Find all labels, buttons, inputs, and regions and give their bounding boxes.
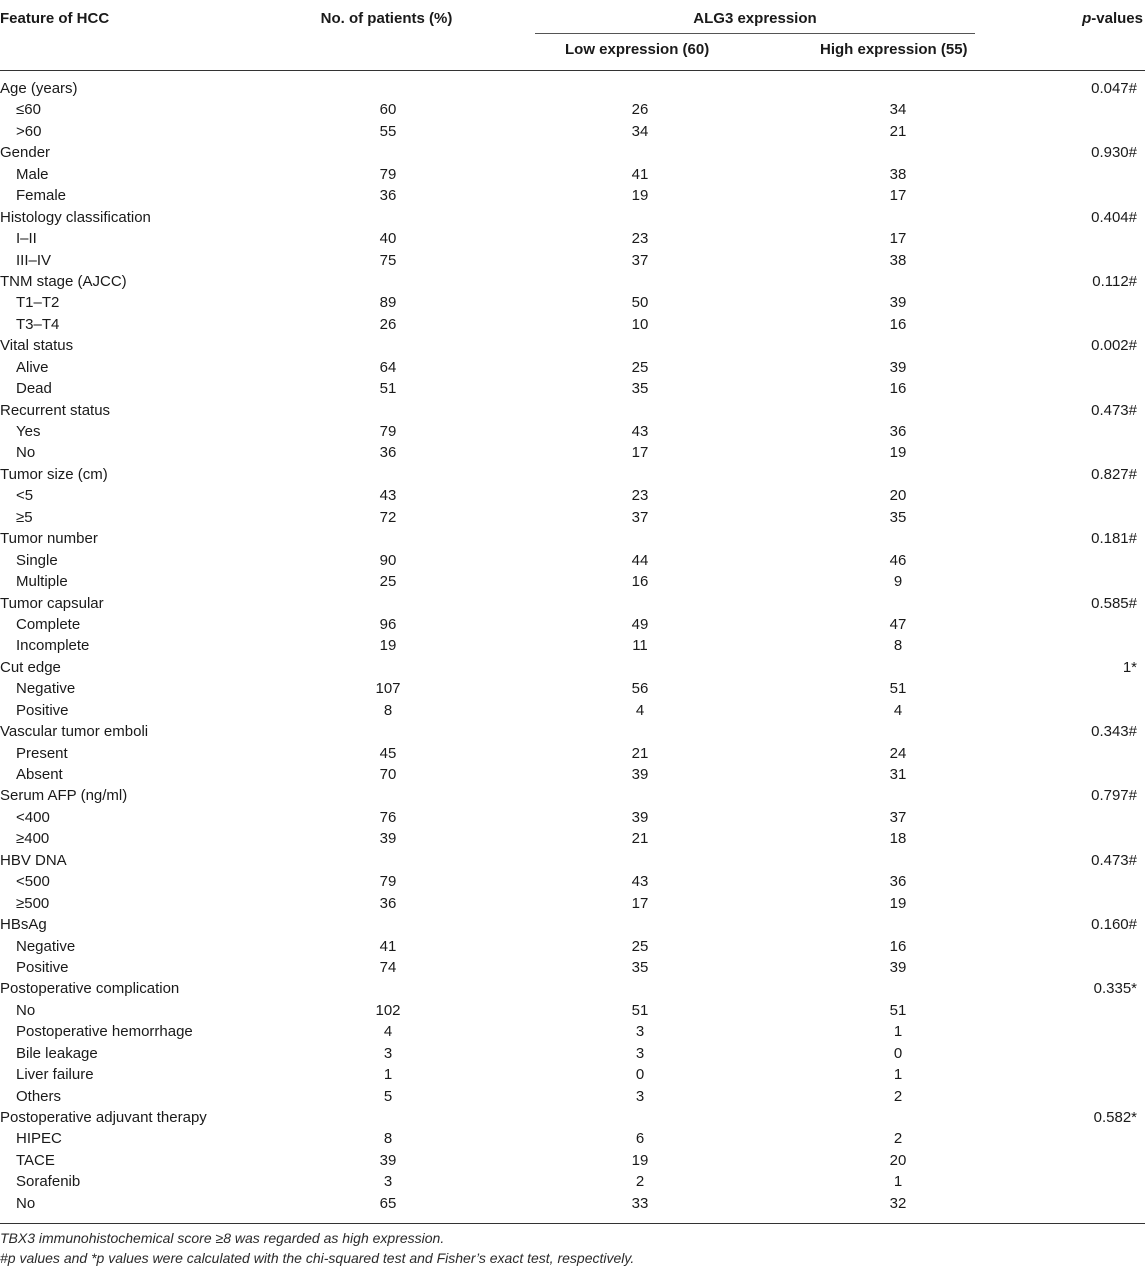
cell-high-expression: 8 [893, 637, 903, 655]
cell-feature: Postoperative complication [0, 980, 180, 998]
table-row [0, 1000, 1145, 1021]
p-italic-label: p [1082, 10, 1092, 27]
table-row [0, 743, 1145, 764]
cell-high-expression: 36 [889, 423, 907, 440]
cell-patients: 65 [379, 1194, 397, 1212]
cell-low-expression: 2 [635, 1173, 645, 1191]
cell-feature: Vascular tumor emboli [0, 723, 149, 741]
cell-high-expression: 21 [889, 122, 907, 140]
cell-low-expression: 35 [631, 380, 649, 398]
cell-low-expression: 49 [631, 615, 649, 633]
table-row-category [0, 528, 1145, 549]
cell-high-expression: 51 [889, 1001, 907, 1019]
cell-feature: Postoperative adjuvant therapy [0, 1109, 207, 1126]
cell-low-expression: 50 [631, 294, 649, 312]
table-row [0, 99, 1145, 120]
table-row-category [0, 978, 1145, 999]
cell-feature: Cut edge [0, 658, 61, 676]
table-row-category [0, 464, 1145, 485]
cell-low-expression: 17 [631, 894, 649, 912]
header-group-rule [535, 33, 975, 34]
cell-feature: ≤60 [16, 101, 41, 119]
cell-feature: Tumor number [0, 530, 98, 548]
table-row-category [0, 785, 1145, 806]
p-suffix-label: -values [1091, 10, 1143, 27]
table-row-category [0, 850, 1145, 871]
column-header-p-values [1082, 10, 1143, 28]
cell-p-value: 0.473# [1091, 401, 1137, 419]
cell-feature: HIPEC [16, 1130, 62, 1148]
cell-patients: 43 [379, 487, 397, 505]
cell-p-value: 0.343# [1091, 723, 1137, 741]
cell-high-expression: 20 [889, 1151, 907, 1169]
cell-feature: Tumor size (cm) [0, 465, 108, 483]
cell-low-expression: 37 [631, 251, 649, 269]
table-row [0, 442, 1145, 463]
cell-patients: 39 [379, 830, 397, 848]
table-row [0, 1128, 1145, 1149]
cell-low-expression: 3 [635, 1023, 645, 1041]
cell-patients: 76 [379, 808, 397, 826]
cell-high-expression: 46 [889, 551, 907, 569]
cell-patients: 55 [379, 122, 397, 140]
table-row [0, 1086, 1145, 1107]
cell-high-expression: 32 [889, 1194, 907, 1212]
cell-low-expression: 35 [631, 958, 649, 976]
column-header-patients: No. of patients (%) [320, 10, 453, 27]
table-row [0, 700, 1145, 721]
cell-feature: No [16, 1001, 36, 1019]
table-row [0, 1193, 1145, 1214]
table-row [0, 314, 1145, 335]
cell-feature: Male [16, 165, 49, 183]
cell-high-expression: 34 [889, 101, 907, 119]
cell-low-expression: 33 [631, 1194, 649, 1212]
table-row [0, 250, 1145, 271]
cell-high-expression: 39 [889, 358, 907, 376]
table-row-category [0, 400, 1145, 421]
cell-low-expression: 56 [631, 680, 649, 698]
cell-feature: Yes [16, 423, 41, 440]
cell-patients: 79 [379, 165, 397, 183]
cell-low-expression: 26 [631, 101, 649, 119]
cell-patients: 8 [383, 701, 393, 719]
cell-feature: Present [16, 744, 68, 762]
column-header-feature: Feature of HCC [0, 10, 110, 27]
table-row [0, 1043, 1145, 1064]
footnote-2: #p values and *p values were calculated with the chi-squared test and Fisher’s exact test, respectively. [0, 1250, 635, 1266]
cell-low-expression: 23 [631, 487, 649, 505]
cell-feature: Gender [0, 144, 51, 162]
table-row [0, 807, 1145, 828]
cell-low-expression: 43 [631, 423, 649, 440]
table-row [0, 378, 1145, 399]
cell-feature: <400 [16, 808, 50, 826]
cell-high-expression: 16 [889, 380, 907, 398]
cell-feature: No [16, 1194, 36, 1212]
cell-feature: HBV DNA [0, 851, 67, 869]
cell-high-expression: 31 [889, 766, 907, 783]
cell-patients: 64 [379, 358, 397, 376]
cell-low-expression: 43 [631, 873, 649, 891]
cell-high-expression: 2 [893, 1087, 903, 1105]
cell-feature: Multiple [16, 573, 68, 591]
cell-low-expression: 16 [631, 573, 649, 591]
cell-p-value: 0.827# [1091, 465, 1137, 483]
table-row [0, 635, 1145, 656]
cell-patients: 25 [379, 573, 397, 591]
table-row-category [0, 593, 1145, 614]
table-row-category [0, 914, 1145, 935]
table-footnotes [0, 1228, 1145, 1268]
cell-feature: Negative [16, 680, 76, 698]
cell-feature: Complete [16, 615, 81, 633]
table-row [0, 421, 1145, 442]
cell-patients: 79 [379, 423, 397, 440]
cell-high-expression: 9 [893, 573, 903, 591]
cell-patients: 60 [379, 101, 397, 119]
cell-patients: 8 [383, 1130, 393, 1148]
cell-high-expression: 16 [889, 315, 907, 333]
cell-patients: 74 [379, 958, 397, 976]
cell-patients: 1 [383, 1066, 393, 1084]
cell-feature: Incomplete [16, 637, 90, 655]
cell-feature: Serum AFP (ng/ml) [0, 787, 128, 805]
cell-feature: Histology classification [0, 208, 151, 226]
cell-high-expression: 24 [889, 744, 907, 762]
cell-feature: Alive [16, 358, 49, 376]
cell-patients: 4 [383, 1023, 393, 1041]
cell-patients: 40 [379, 230, 397, 248]
cell-p-value: 0.047# [1091, 80, 1137, 97]
cell-low-expression: 19 [631, 187, 649, 205]
cell-low-expression: 51 [631, 1001, 649, 1019]
cell-patients: 79 [379, 873, 397, 891]
cell-patients: 19 [379, 637, 397, 655]
cell-high-expression: 4 [893, 701, 903, 719]
cell-p-value: 0.181# [1091, 530, 1137, 548]
cell-low-expression: 3 [635, 1087, 645, 1105]
cell-high-expression: 1 [893, 1066, 903, 1084]
table-row [0, 550, 1145, 571]
table-row [0, 357, 1145, 378]
cell-feature: Single [16, 551, 58, 569]
cell-high-expression: 39 [889, 958, 907, 976]
table-row [0, 1150, 1145, 1171]
table-row [0, 764, 1145, 785]
cell-feature: III–IV [16, 251, 52, 269]
cell-low-expression: 10 [631, 315, 649, 333]
cell-high-expression: 17 [889, 187, 907, 205]
cell-p-value: 0.585# [1091, 594, 1137, 612]
cell-low-expression: 11 [632, 637, 648, 655]
table-row-category [0, 78, 1145, 99]
cell-p-value: 0.160# [1091, 916, 1137, 934]
cell-patients: 36 [379, 444, 397, 462]
cell-low-expression: 6 [635, 1130, 645, 1148]
table-row [0, 507, 1145, 528]
cell-low-expression: 0 [635, 1066, 645, 1084]
table-row [0, 871, 1145, 892]
cell-feature: No [16, 444, 36, 462]
table-header [0, 0, 1145, 71]
cell-low-expression: 4 [635, 701, 645, 719]
table-row [0, 828, 1145, 849]
cell-feature: Age (years) [0, 80, 78, 97]
cell-patients: 3 [383, 1173, 393, 1191]
cell-patients: 36 [379, 894, 397, 912]
cell-feature: <5 [16, 487, 34, 505]
cell-low-expression: 34 [631, 122, 649, 140]
cell-p-value: 0.797# [1091, 787, 1137, 805]
cell-high-expression: 2 [893, 1130, 903, 1148]
table-row [0, 936, 1145, 957]
cell-high-expression: 18 [889, 830, 907, 848]
table-row-category [0, 657, 1145, 678]
cell-p-value: 1* [1122, 658, 1137, 676]
cell-low-expression: 39 [631, 808, 649, 826]
cell-high-expression: 0 [893, 1044, 903, 1062]
cell-high-expression: 17 [889, 230, 907, 248]
table-row [0, 164, 1145, 185]
cell-feature: I–II [16, 230, 37, 248]
table-row [0, 292, 1145, 313]
table-row-category [0, 721, 1145, 742]
cell-high-expression: 51 [889, 680, 907, 698]
cell-p-value: 0.112# [1092, 272, 1137, 290]
cell-p-value: 0.335* [1093, 980, 1137, 998]
cell-patients: 5 [383, 1087, 393, 1105]
cell-feature: Tumor capsular [0, 594, 104, 612]
cell-patients: 26 [379, 315, 397, 333]
column-group-header-alg3: ALG3 expression [693, 10, 817, 27]
table-row [0, 485, 1145, 506]
table-row [0, 614, 1145, 635]
cell-patients: 41 [379, 937, 397, 955]
cell-high-expression: 38 [889, 251, 907, 269]
cell-high-expression: 19 [889, 444, 907, 462]
table-row [0, 228, 1145, 249]
cell-low-expression: 25 [631, 937, 649, 955]
cell-patients: 45 [379, 744, 397, 762]
column-header-high-expression: High expression (55) [820, 41, 968, 58]
column-header-low-expression: Low expression (60) [565, 41, 710, 58]
cell-low-expression: 17 [631, 444, 649, 462]
table-row-category [0, 142, 1145, 163]
cell-high-expression: 38 [889, 165, 907, 183]
table-row [0, 1064, 1145, 1085]
cell-patients: 90 [379, 551, 397, 569]
cell-feature: Absent [16, 766, 63, 783]
cell-low-expression: 25 [631, 358, 649, 376]
cell-patients: 36 [379, 187, 397, 205]
cell-feature: Bile leakage [16, 1044, 98, 1062]
cell-patients: 72 [379, 508, 397, 526]
cell-feature: Positive [16, 958, 69, 976]
table-row-category [0, 271, 1145, 292]
table-bottom-rule [0, 1223, 1145, 1224]
table-row-category [0, 1107, 1145, 1128]
cell-feature: Postoperative hemorrhage [16, 1023, 193, 1041]
table-row [0, 957, 1145, 978]
cell-feature: Female [16, 187, 67, 205]
cell-feature: T1–T2 [16, 294, 60, 312]
cell-feature: Vital status [0, 337, 74, 355]
cell-high-expression: 36 [889, 873, 907, 891]
cell-high-expression: 1 [893, 1173, 903, 1191]
cell-low-expression: 19 [631, 1151, 649, 1169]
cell-high-expression: 37 [889, 808, 907, 826]
cell-feature: Positive [16, 701, 69, 719]
cell-p-value: 0.473# [1091, 851, 1137, 869]
cell-high-expression: 19 [889, 894, 907, 912]
cell-feature: >60 [16, 122, 42, 140]
cell-patients: 51 [379, 380, 397, 398]
cell-p-value: 0.582* [1093, 1109, 1137, 1126]
cell-high-expression: 35 [889, 508, 907, 526]
cell-patients: 70 [379, 766, 397, 783]
cell-feature: Others [16, 1087, 62, 1105]
table-row [0, 678, 1145, 699]
cell-low-expression: 37 [631, 508, 649, 526]
cell-p-value: 0.002# [1091, 337, 1137, 355]
cell-patients: 3 [383, 1044, 393, 1062]
cell-patients: 39 [379, 1151, 397, 1169]
cell-low-expression: 44 [631, 551, 649, 569]
cell-patients: 96 [379, 615, 397, 633]
cell-high-expression: 39 [889, 294, 907, 312]
cell-feature: Liver failure [16, 1066, 94, 1084]
cell-high-expression: 47 [889, 615, 907, 633]
cell-high-expression: 1 [893, 1023, 903, 1041]
cell-high-expression: 16 [889, 937, 907, 955]
table-row-category [0, 335, 1145, 356]
cell-feature: Recurrent status [0, 401, 111, 419]
table-row [0, 185, 1145, 206]
cell-feature: Negative [16, 937, 76, 955]
cell-low-expression: 23 [631, 230, 649, 248]
cell-feature: ≥5 [16, 508, 33, 526]
table-body [0, 78, 1145, 1214]
table-row [0, 1021, 1145, 1042]
table-row [0, 121, 1145, 142]
cell-feature: HBsAg [0, 916, 47, 934]
cell-low-expression: 21 [631, 830, 649, 848]
cell-p-value: 0.930# [1091, 144, 1137, 162]
cell-low-expression: 3 [635, 1044, 645, 1062]
table-row-category [0, 207, 1145, 228]
cell-feature: T3–T4 [16, 315, 60, 333]
cell-feature: TACE [16, 1151, 55, 1169]
cell-low-expression: 39 [631, 766, 649, 783]
table-row [0, 893, 1145, 914]
cell-feature: <500 [16, 873, 50, 891]
table-row [0, 571, 1145, 592]
cell-feature: TNM stage (AJCC) [0, 272, 127, 290]
cell-patients: 102 [375, 1001, 401, 1019]
cell-patients: 89 [379, 294, 397, 312]
cell-feature: ≥400 [16, 830, 50, 848]
cell-feature: Sorafenib [16, 1173, 81, 1191]
cell-patients: 75 [379, 251, 397, 269]
cell-low-expression: 41 [631, 165, 649, 183]
cell-p-value: 0.404# [1091, 208, 1137, 226]
cell-feature: Dead [16, 380, 52, 398]
footnote-1: TBX3 immunohistochemical score ≥8 was regarded as high expression. [0, 1230, 445, 1246]
cell-low-expression: 21 [631, 744, 649, 762]
cell-feature: ≥500 [16, 894, 50, 912]
cell-high-expression: 20 [889, 487, 907, 505]
table-row [0, 1171, 1145, 1192]
cell-patients: 107 [375, 680, 401, 698]
